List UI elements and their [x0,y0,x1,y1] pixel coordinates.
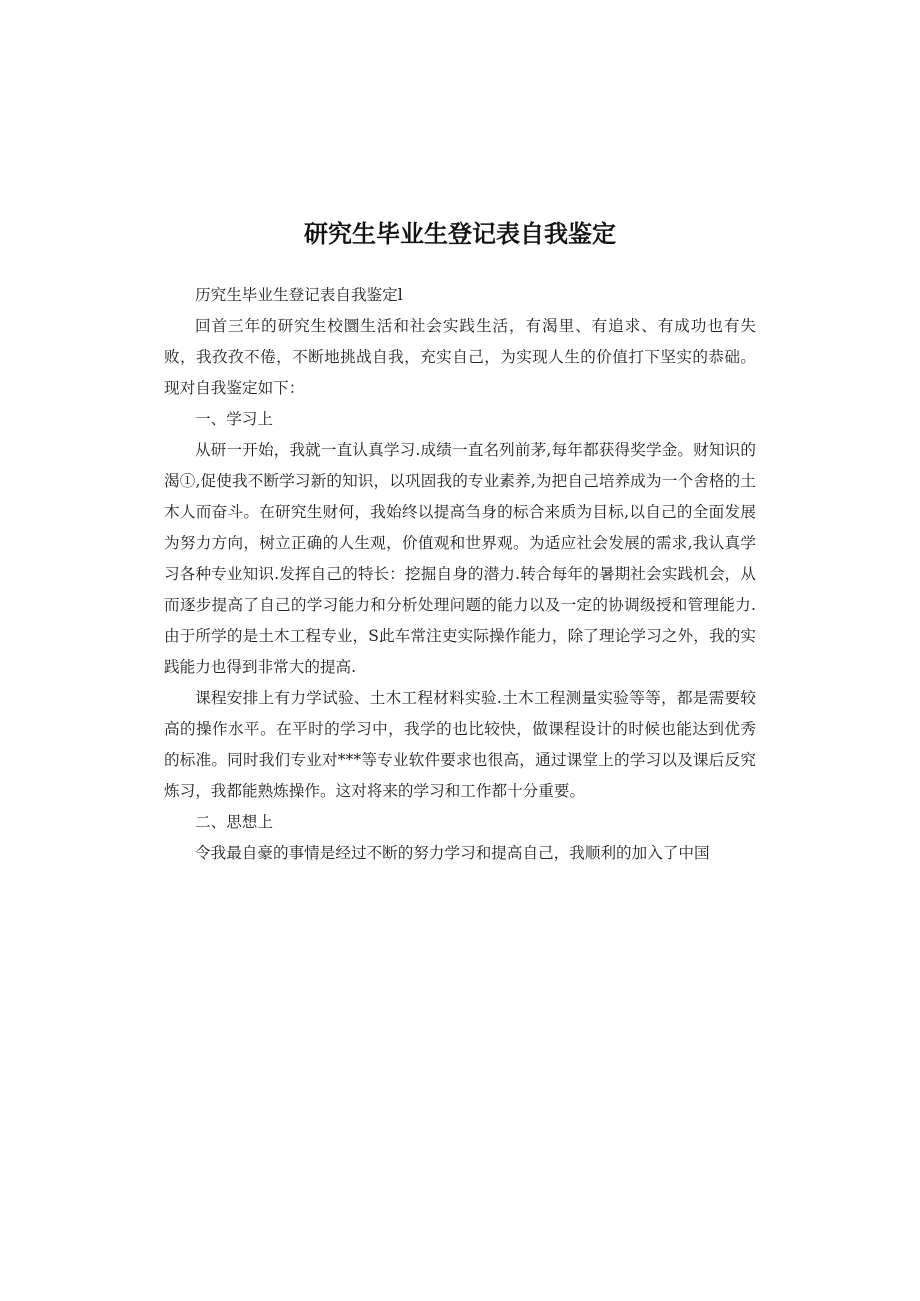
section-heading-study: 一、学习上 [195,410,273,428]
study-paragraph: 从研一开始，我就一直认真学习.成绩一直名列前茅,每年都获得奖学金。财知识的渴①,促使我不断学习新的知识，以巩固我的专业素养,为把自己培养成为一个舍格的土木人而奋斗。在研究生财何，我始终以提高刍身的标合来质为目标,以自己的全面发展为努力方向，树立正确的人生观，价值观和世界观。为适应社会发展的需求,我认真学习各种专业知识.发挥自己的特长：挖掘自身的潜力.转合每年的暑期社会实践机会，从而逐步提高了自己的学习能力和分析处理问题的能力以及一定的协调级授和管理能力.由于所学的是土木工程专业，S此车常注吏实际操作能力，除了理论学习之外，我的实践能力也得到非常大的提高. [164,441,756,676]
section-heading-thought: 二、思想上 [195,813,273,831]
document-title: 研究生毕业生登记表自我鉴定 [304,220,616,248]
document-body [164,280,756,869]
intro-paragraph: 回首三年的研究生校圜生活和社会实践生活，有渴里、有追求、有成功也有失败，我孜孜不倦，不断地挑战自我，充实自己，为实现人生的价值打下坚实的恭础。现对自我鉴定如下： [164,317,756,397]
courses-paragraph: 课程安排上有力学试验、土木工程材料实验.土木工程测量实验等等，都是需要较高的操作水平。在平时的学习中，我学的也比较快，做课程设计的时候也能达到优秀的标准。同时我们专业对***等专业软件要求也很高，通过课堂上的学习以及课后反究炼习，我都能熟炼操作。这对将来的学习和工作都十分重要。 [164,689,756,800]
subtitle-paragraph: 历究生毕业生登记表自我鉴定l [195,286,403,304]
thought-paragraph: 令我最自豪的事情是经过不断的努力学习和提高自己，我顺利的加入了中国 [195,844,710,862]
